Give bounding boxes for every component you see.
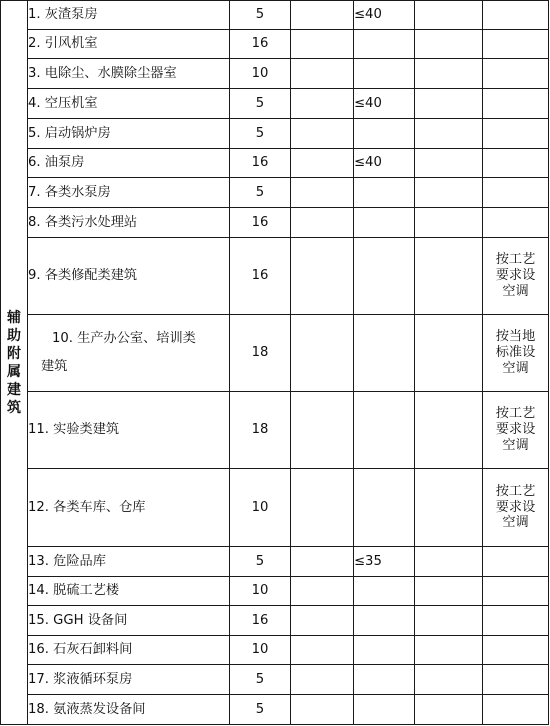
building-name: 8. 各类污水处理站 [28,208,230,238]
note-cell [483,577,549,606]
empty-cell [291,547,354,577]
empty-cell [291,178,354,208]
note-cell [483,59,549,89]
table-row [1,392,549,469]
table-row [1,469,549,547]
building-name-line: 建筑 [41,359,68,374]
empty-cell [415,547,483,577]
empty-cell [415,392,483,469]
empty-cell [291,469,354,547]
building-name: 4. 空压机室 [28,89,230,119]
building-name: 9. 各类修配类建筑 [28,238,230,315]
noise-value: ≤40 [354,89,415,119]
empty-cell [415,315,483,392]
temperature-value: 5 [230,89,291,119]
empty-cell [291,149,354,178]
note-cell [483,665,549,695]
building-name: 6. 油泵房 [28,149,230,178]
table-row [1,636,549,665]
temperature-value: 10 [230,577,291,606]
temperature-value: 5 [230,665,291,695]
note-cell [483,636,549,665]
note-cell [483,695,549,725]
table-row [1,1,549,30]
note-cell [483,208,549,238]
note-cell [483,392,549,469]
noise-value [354,469,415,547]
building-name: 13. 危险品库 [28,547,230,577]
temperature-value: 10 [230,636,291,665]
category-label: 辅助附属建筑 [7,309,21,416]
note-line: 按当地 [495,329,536,345]
empty-cell [415,665,483,695]
note-line: 要求设 [495,499,536,515]
table-row [1,59,549,89]
building-name: 14. 脱硫工艺楼 [28,577,230,606]
temperature-value: 5 [230,547,291,577]
empty-cell [415,59,483,89]
empty-cell [291,208,354,238]
temperature-value: 16 [230,238,291,315]
noise-value [354,119,415,149]
building-name [28,315,230,392]
temperature-value: 16 [230,606,291,636]
noise-value [354,30,415,59]
table-row [1,665,549,695]
temperature-value: 18 [230,315,291,392]
building-name: 17. 浆液循环泵房 [28,665,230,695]
note-cell [483,89,549,119]
empty-cell [291,665,354,695]
noise-value [354,636,415,665]
note-cell [483,469,549,547]
note-line: 按工艺 [495,406,536,422]
empty-cell [291,315,354,392]
building-name: 5. 启动锅炉房 [28,119,230,149]
empty-cell [291,89,354,119]
noise-value [354,392,415,469]
noise-value [354,315,415,392]
empty-cell [415,695,483,725]
note-line: 按工艺 [495,483,536,499]
noise-value [354,208,415,238]
table-row [1,208,549,238]
note-cell [483,547,549,577]
empty-cell [291,392,354,469]
noise-value [354,665,415,695]
building-name: 15. GGH 设备间 [28,606,230,636]
noise-value [354,606,415,636]
note-line: 标准设 [495,345,536,361]
empty-cell [415,577,483,606]
note-cell [483,178,549,208]
note-cell [483,315,549,392]
note-line: 空调 [502,360,529,376]
noise-value [354,238,415,315]
empty-cell [291,636,354,665]
empty-cell [415,119,483,149]
empty-cell [291,577,354,606]
temperature-value: 16 [230,30,291,59]
note-cell [483,30,549,59]
noise-value [354,577,415,606]
empty-cell [291,238,354,315]
table-row [1,577,549,606]
building-name: 11. 实验类建筑 [28,392,230,469]
table-row [1,178,549,208]
note-line: 空调 [502,515,529,531]
building-name: 7. 各类水泵房 [28,178,230,208]
empty-cell [291,59,354,89]
temperature-value: 10 [230,59,291,89]
temperature-value: 5 [230,178,291,208]
building-name: 2. 引风机室 [28,30,230,59]
temperature-value: 16 [230,149,291,178]
empty-cell [415,89,483,119]
note-cell [483,1,549,30]
temperature-value: 5 [230,119,291,149]
note-line: 要求设 [495,268,536,284]
table-row [1,547,549,577]
noise-value [354,695,415,725]
temperature-value: 16 [230,208,291,238]
empty-cell [291,119,354,149]
note-cell [483,149,549,178]
table-row [1,315,549,392]
empty-cell [415,30,483,59]
table-row [1,606,549,636]
noise-value [354,59,415,89]
table-row [1,30,549,59]
note-line: 空调 [502,437,529,453]
empty-cell [291,1,354,30]
noise-value: ≤40 [354,149,415,178]
building-name: 18. 氨液蒸发设备间 [28,695,230,725]
empty-cell [415,636,483,665]
empty-cell [291,30,354,59]
noise-value: ≤40 [354,1,415,30]
empty-cell [291,606,354,636]
note-cell [483,238,549,315]
empty-cell [415,606,483,636]
temperature-value: 5 [230,1,291,30]
empty-cell [415,238,483,315]
note-line: 要求设 [495,422,536,438]
temperature-value: 5 [230,695,291,725]
empty-cell [291,695,354,725]
note-cell [483,119,549,149]
building-name: 12. 各类车库、仓库 [28,469,230,547]
category-cell [1,1,28,725]
building-name: 16. 石灰石卸料间 [28,636,230,665]
table-row [1,119,549,149]
note-line: 按工艺 [495,252,536,268]
building-name: 3. 电除尘、水膜除尘器室 [28,59,230,89]
table-row [1,149,549,178]
empty-cell [415,208,483,238]
table-row [1,238,549,315]
empty-cell [415,469,483,547]
noise-value [354,178,415,208]
note-cell [483,606,549,636]
empty-cell [415,149,483,178]
noise-value: ≤35 [354,547,415,577]
building-name-line: 10. 生产办公室、培训类 [52,331,196,346]
temperature-value: 10 [230,469,291,547]
table-row [1,695,549,725]
note-line: 空调 [502,283,529,299]
empty-cell [415,178,483,208]
table-row [1,89,549,119]
building-name: 1. 灰渣泵房 [28,1,230,30]
temperature-value: 18 [230,392,291,469]
empty-cell [415,1,483,30]
